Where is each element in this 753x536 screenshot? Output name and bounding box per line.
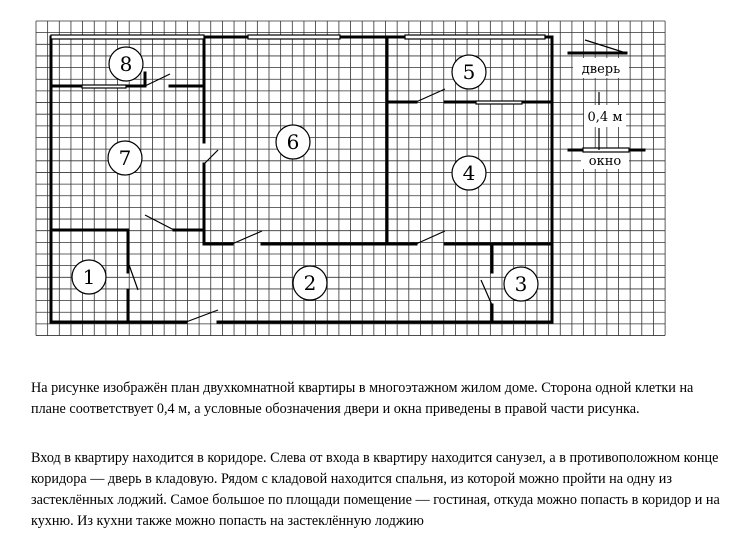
legend-window-label: окно — [588, 154, 622, 169]
room-number: 4 — [462, 161, 476, 185]
window — [51, 35, 204, 39]
window — [405, 35, 545, 39]
description-text-1: На рисунке изображён план двухкомнатной квартиры в многоэтажном жилом доме. Сторона одной клетки на плане соответствует 0,4 м, а условные обозначения двери и окна приведены в правой части рисунка. — [31, 380, 694, 417]
door — [585, 40, 626, 53]
window — [476, 101, 522, 104]
room-number: 8 — [119, 52, 133, 76]
description-paragraph-2 — [31, 448, 731, 532]
room-number: 3 — [514, 272, 528, 296]
legend-door-label: дверь — [581, 62, 621, 77]
room-7-label — [108, 141, 142, 175]
window — [248, 35, 340, 39]
window — [583, 148, 629, 152]
room-2-label — [293, 266, 327, 300]
door — [186, 310, 218, 322]
room-8-label — [109, 47, 143, 81]
room-1-label — [72, 260, 106, 294]
room-number: 1 — [82, 265, 96, 289]
room-number: 2 — [303, 271, 317, 295]
legend-cell-label: 0,4 м — [587, 110, 623, 125]
window — [82, 85, 126, 88]
room-5-label — [452, 55, 486, 89]
room-number: 7 — [118, 146, 132, 170]
walls — [51, 37, 644, 322]
door — [145, 74, 170, 86]
description-paragraph-1 — [31, 378, 731, 420]
room-4-label — [452, 156, 486, 190]
room-3-label — [504, 267, 538, 301]
door — [145, 215, 174, 230]
room-number: 6 — [286, 130, 300, 154]
room-6-label — [276, 125, 310, 159]
room-number: 5 — [462, 60, 476, 84]
description-text-2: Вход в квартиру находится в коридоре. Слева от входа в квартиру находится санузел, а в противоположном конце коридора — дверь в кладовую. Рядом с кладовой находится спальня, из которой можно пройти на одну из застеклённых лоджий. Самое большое по площади помещение — гостиная, откуда можно попасть в коридор и на кухню. Из кухни также можно попасть на застеклённую лоджию — [31, 450, 720, 529]
